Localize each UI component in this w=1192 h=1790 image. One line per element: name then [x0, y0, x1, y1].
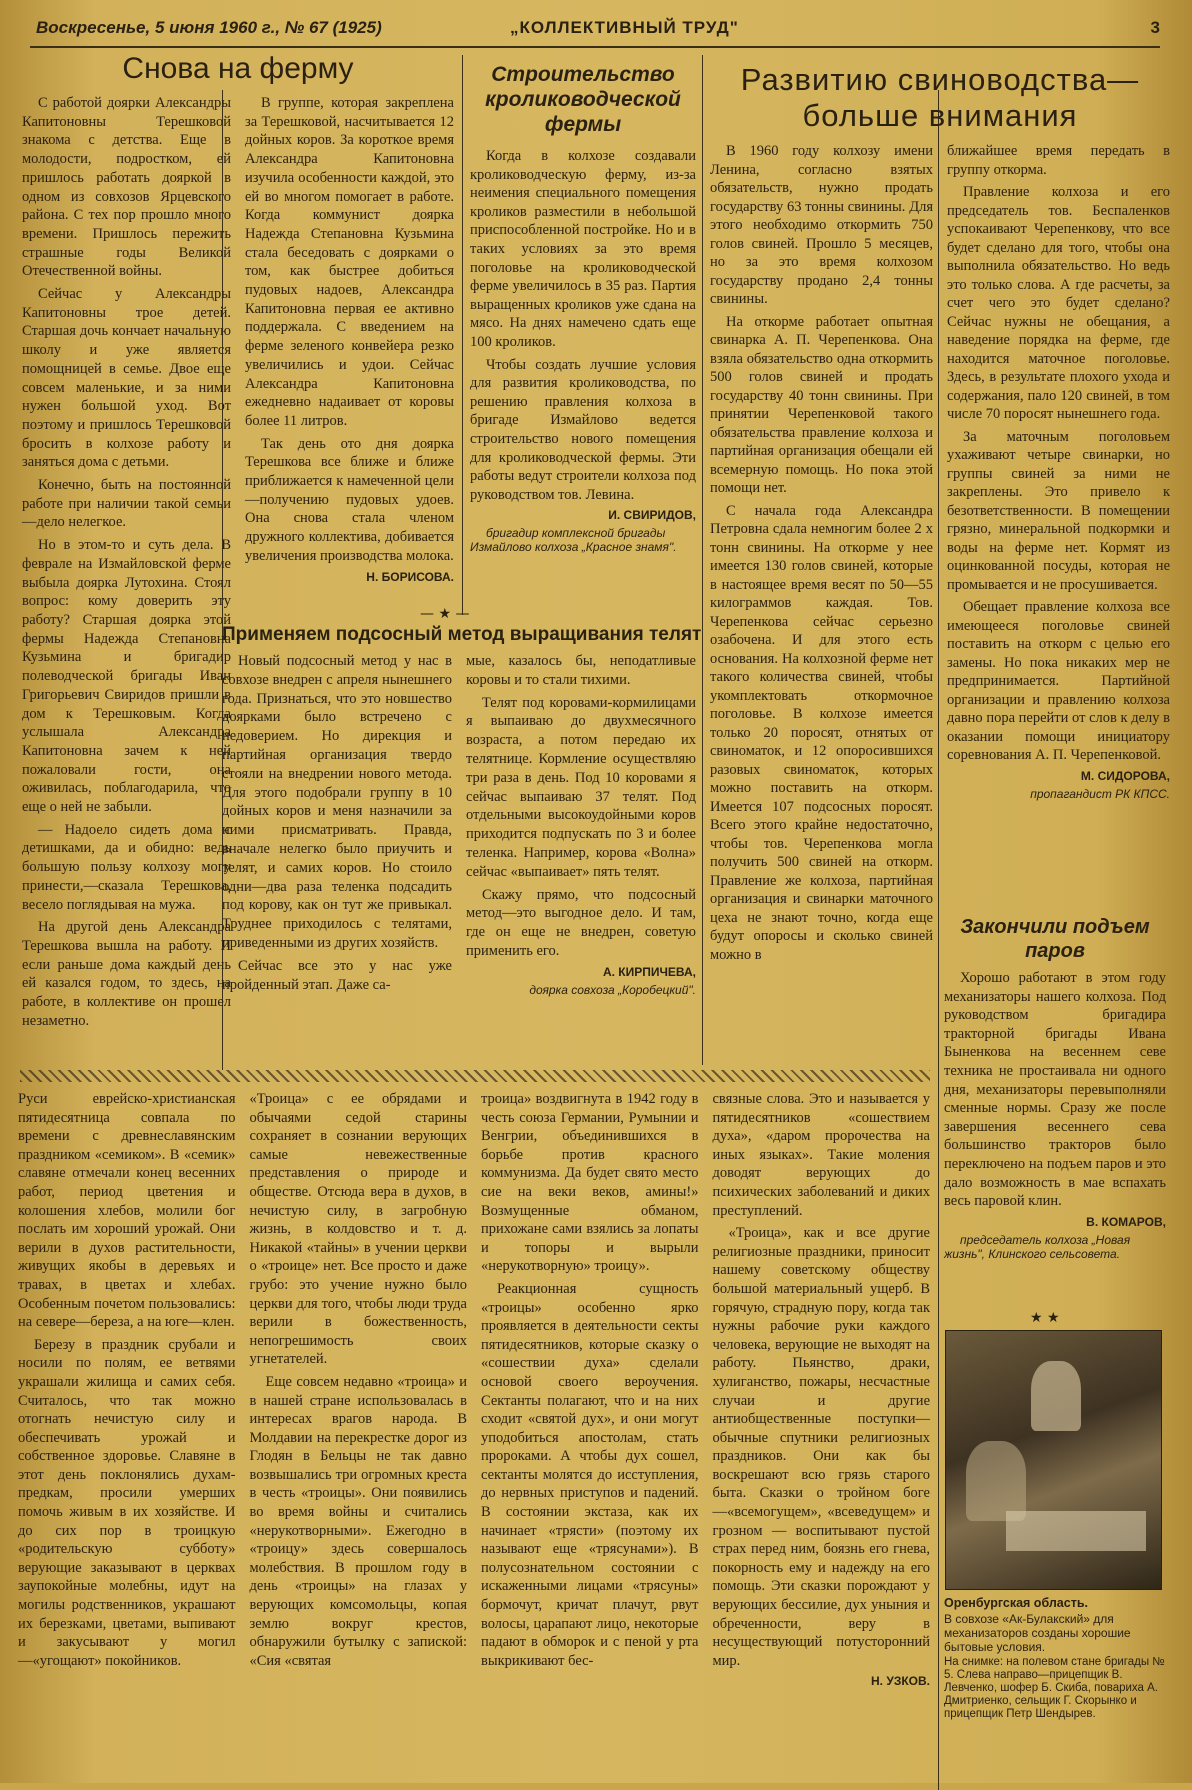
paragraph: «Троица», как и все другие религиозные праздники, приносит нашему советскому обществу большой материальный ущерб. В горячую, страдную пору, когда так нужны рабочие руки каждого человека, верующие не выходят на работу. Пьянство, драки, хулиганство, пожары, несчастные случаи и другие антиобщественные поступки—обычные спутники религиозных праздников. Они как бы воскрешают всю грязь старого быта. Сказки о тройном боге—«всемогущем», «всеведущем» и грозном — воспитывают пустой страх перед ним, боязнь его гнева, покорность ему и надежду на его помощь. Эти сказки порождают у верующих бессилие, дух уныния и обреченности, веру в несуществующий потусторонний мир. — [712, 1225, 930, 1669]
caption-title: Оренбургская область. — [944, 1596, 1088, 1610]
article-headline: Развитию свиноводства— больше внимания — [740, 62, 1140, 133]
paragraph: На откорме работает опытная свинарка А. П. Черепенкова. Она взяла обязательство одна откормить 500 голов свиней и продать государству 40 тонн свинины. При принятии Черепенковой такого обязательства правление колхоза и партийная организация обещали ей всемерную помощь. Но пока этой помощи нет. — [710, 313, 933, 496]
article-headline: Применяем подсосный метод выращивания телят — [222, 624, 702, 645]
photo-caption — [944, 1594, 1166, 1774]
article-podsosnyi-metod — [222, 624, 702, 1069]
caption-text: На снимке: на полевом стане бригады № 5. Слева направо—прицепщик В. Левченко, шофер Б. Скиба, повариха А. Дмитриенко, сельщик Г. Скорынко и прицепщик Петр Шендырев. — [944, 1656, 1165, 1720]
paragraph: За маточным поголовьем ухаживают четыре свинарки, но группы свиней за ними не закреплены. Это привело к безответственности. В помещении грязно, минеральной подкормки и воды на ферме нет. Кормят из оцинкованной посуды, которая не промывается и не просушивается. — [947, 428, 1170, 593]
author-signature: М. СИДОРОВА, — [1080, 768, 1170, 783]
paragraph: Когда в колхозе создавали кролиководческую ферму, из-за неимения специального помещения кроликов разместили в небольшой приспособленной постройке. Но и в таких условиях за это время поголовье на кролиководческой ферме увеличилось в 35 раз. Партия выращенных кроликов уже сдана на мясо. На днях намечено сдать еще 100 кроликов. — [470, 148, 696, 350]
article-column — [222, 652, 452, 1001]
paragraph: «Троица» с ее обрядами и обычаями седой старины сохраняет в сознании верующих самые невежественные представления о природе и обществе. Отсюда вера в духов, в нечистую силу, в загробную жизнь, в колдовство и т. д. Никакой «тайны» в учении церкви о «троице» нет. Все просто и даже грубо: это учение нужно было церкви для того, чтобы люди труда верили в божественность, непогрешимость своих угнетателей. — [249, 1091, 467, 1368]
newspaper-name: „КОЛЛЕКТИВНЫЙ ТРУД" — [510, 18, 739, 37]
author-signature: В. КОМАРОВ, — [1086, 1214, 1166, 1229]
caption-text: В совхозе «Ак-Булакский» для механизаторов созданы хорошие бытовые условия. — [944, 1612, 1131, 1654]
article-column — [250, 1090, 468, 1692]
article-headline: Закончили подъем паров — [960, 916, 1150, 962]
article-headline: Строительство кролиководческой фермы — [485, 63, 681, 136]
author-role: бригадир комплексной бригады Измайлово колхоза „Красное знамя". — [470, 526, 677, 555]
paragraph: троица» воздвигнута в 1942 году в честь союза Германии, Румынии и Венгрии, объединившихся в борьбе против красного коммунизма. Да будет свято место сие на веки веков, амины!» Возмущенные обманом, прихожане сами взялись за лопаты и топоры и вырыли «нерукотворную» троицу». — [481, 1091, 699, 1275]
author-role: доярка совхоза „Коробецкий". — [529, 982, 696, 997]
page-number: 3 — [1150, 18, 1160, 37]
ornament-divider: — ★ — — [420, 606, 470, 622]
photo-table — [1006, 1511, 1146, 1551]
paragraph: Обещает правление колхоза все имеющееся поголовье свиней поставить на откорм с целью его замены. Но пока никаких мер не предпринимается. Партийной организации и правлению колхоза давно пора перейти от слов к делу в оказании помощи инициатору соревнования А. П. Черепенковой. — [947, 599, 1170, 763]
author-role: председатель колхоза „Новая жизнь", Клинского сельсовета. — [944, 1232, 1131, 1261]
article-column — [470, 147, 696, 554]
paragraph: Сейчас у Александры Капитоновны трое детей. Старшая дочь кончает начальную школу и уже является помощницей в семье. Двое еще совсем маленькие, и за ними нужен большой уход. Вот поэтому и пришлось Терешковой бросить в колхозе работу и заняться дома с детьми. — [22, 286, 231, 471]
article-column — [466, 652, 696, 1001]
article-zakonchili-podem-parov — [944, 915, 1166, 1300]
article-column — [710, 142, 933, 968]
paragraph: Сейчас все это у нас уже пройденный этап. Даже са- — [222, 957, 452, 993]
article-column — [481, 1090, 699, 1692]
article-column — [22, 94, 231, 1034]
paragraph: Реакционная сущность «троицы» особенно ярко проявляется в деятельности секты пятидесятников, которые сказку о «сошествии духа» сделали основой своего вероучения. Сектанты полагают, что и на них сходит «святой дух», и они могут уподобиться апостолам, стать пророками. А чтобы дух сошел, сектанты молятся до исступления, до нервных приступов и падений. В состоянии экстаза, как их начинает «трясти» (поэтому их называют еще «трясунами»). В полусознательном состоянии с искаженными лицами «трясуны» бормочут, кричат плачут, рвут волосы, царапают лицо, некоторые падают в обморок и с пеной у рта выкрикивают бес- — [481, 1280, 699, 1669]
photo-person — [966, 1441, 1026, 1521]
paragraph: Руси еврейско-христианская пятидесятница совпала по времени с древнеславянским праздником «семиком». В «семик» славяне отмечали конец весенних работ, период цветения и колошения хлебов, молили бог послать им хороший урожай. Они верили в духов растительности, живущих якобы в деревьях и травах, в цветах и хлебах. Особенным почетом пользовались: на севере—береза, а на юге—клен. — [18, 1091, 236, 1331]
article-column — [944, 969, 1166, 1261]
author-signature: Н. БОРИСОВА. — [366, 569, 454, 584]
masthead — [30, 14, 1160, 48]
paragraph: Так день ото дня доярка Терешкова все ближе и ближе приближается к намеченной цели—получению пудовых удоев. Она снова стала членом дружного коллектива, добивается увеличения производства молока. — [245, 435, 454, 564]
paragraph: — Надоело сидеть дома с детишками, да и обидно: ведь большую пользу колхозу могу принести,—сказала Терешкова, весело поглядывая на мужа. — [22, 821, 231, 913]
author-signature: Н. УЗКОВ. — [871, 1674, 930, 1689]
author-signature: А. КИРПИЧЕВА, — [602, 964, 696, 979]
paragraph: Телят под коровами-кормилицами я выпаиваю до двухмесячного возраста, а потом передаю их телятнице. Кормление осуществляю три раза в день. Под 10 коровами я сейчас выпаиваю 37 телят. Под отдельными высокоудойными коров приходится подпускать по 3 и более теленка. Например, корова «Волна» сейчас «выпаивает» пять телят. — [466, 694, 696, 880]
article-troitsa — [18, 1090, 930, 1780]
paragraph: Березу в праздник срубали и носили по полям, ее ветвями украшали жилища и самих себя. Считалось, что так можно отогнать нечистую силу и обеспечивать урожай и собственное здоровье. Славяне в этот день поклонялись духам-предкам, просили умерших помочь живым в их хозяйстве. И до сих пор в троицкую «родительскую субботу» верующие заказывают в церквах заупокойные молебны, идут на могилы родственников, украшают их березками, цветами, выпивают и закусывают у могил—«угощают» покойников. — [18, 1336, 236, 1669]
column-divider — [462, 55, 463, 615]
paragraph: С работой доярки Александры Капитоновны Терешковой знакома с детства. Еще в молодости, подростком, ей пришлось работать дояркой в одном из совхозов Ярцевского района. С тех пор прошло много времени. Пришлось пережить страшные годы Великой Отечественной войны. — [22, 95, 231, 280]
paragraph: мые, казалось бы, неподатливые коровы и то стали тихими. — [466, 653, 696, 688]
paragraph: Но в этом-то и суть дела. В феврале на Измайловской ферме выбыла доярка Лутохина. Стоял вопрос: кому доверить эту работу? Старшая доярка этой фермы Надежда Степановна Кузьмина и бригадир полеводческой бригады Иван Григорьевич Свиридов пришли в дом к Терешковым. Когда услышала Александра Капитоновна зачем к ней пожаловали гости, она оживилась, поблагодарила, что еще о ней не забыли. — [22, 537, 231, 816]
paragraph: В 1960 году колхозу имени Ленина, согласно взятых обязательств, нужно продать государству 63 тонны свинины. Для этого необходимо откормить 750 голов свиней. Прошло 5 месяцев, но за это время колхозом государству продано 2,4 тонны свинины. — [710, 143, 933, 307]
article-column — [713, 1090, 931, 1692]
paragraph: Еще совсем недавно «троица» и в нашей стране использовалась в интересах врагов народа. В Молдавии на перекрестке дорог из Глодян в Бельцы не так давно возвышались три огромных креста в честь «троицы». Они появились во время войны и считались «нерукотворными». Ежегодно в «троицу» здесь совершалось молебствия. В прошлом году в день «троицы» на глазах у верующих комсомольцы, копая землю вокруг крестов, обнаружили бутылку с запиской: «Сия «святая — [249, 1373, 467, 1669]
paragraph: Чтобы создать лучшие условия для развития кролиководства, по решению правления колхоза в бригаде Измайлово ведется строительство нового помещения для кролиководческой фермы. Эти работы ведут строители колхоза под руководством тов. Левина. — [470, 356, 696, 503]
paragraph: Хорошо работают в этом году механизаторы нашего колхоза. Под руководством бригадира тракторной бригады Ивана Быненкова на весеннем севе техника не простаивала ни одного дня, механизаторы перевыполняли сменные нормы. Сразу же после завершения весеннего сева большинство тракторов было переключено на подъем паров и это дало возможность в мае вспахать весь паровой клин. — [944, 970, 1166, 1210]
paragraph: Новый подсосный метод у нас в совхозе внедрен с апреля нынешнего года. Признаться, что это новшество доярками было встречено с недоверием. Но дирекция и партийная организация твердо стояли на внедрении нового метода. Для этого подобрали группу в 10 дойных коров и меня назначили за ними присматривать. Правда, вначале нелегко было приучить и телят, и самих коров. Но стоило одни—два раза теленка подсадить под корову, как он тут же привыкал. Труднее приходилось с телятами, приведенными из других хозяйств. — [222, 653, 452, 951]
paragraph: С начала года Александра Петровна сдала немногим более 2 х тонн свинины. На откорме у нее имеется 130 голов свиней, которые в настоящее время весят по 50—55 килограммов каждая. Тов. Черепенкова сейчас серьезно озабочена. И для этого есть основания. На колхозной ферме нет такого количества свиней, чтобы укомплектовать откормочное поголовье. В колхозе имеется только 20 поросят, отнятых от свиноматок, и 12 опоросившихся разовых свиноматок, которых можно поставить на откорм. Имеется 107 подсосных поросят. Всего этого крайне недостаточно, чтобы тов. Черепенкова могла получить 500 свиней на откорм. Правление же колхоза, партийная организация и свинарки маточного цеха не знают точно, когда еще будут опоросы и сколько свиней можно в — [710, 502, 933, 963]
issue-date: Воскресенье, 5 июня 1960 г., № 67 (1925) — [36, 18, 382, 37]
author-signature: И. СВИРИДОВ, — [608, 508, 696, 523]
news-photo — [945, 1330, 1162, 1590]
column-divider — [702, 55, 703, 1065]
paragraph: Правление колхоза и его председатель тов. Беспаленков успокаивают Черепенкову, что все будет сделано для того, чтобы она выполнила обязательство. Но ведь это только слова. А где расчеты, за счет чего это будет сделано? Сейчас нужны не обещания, а наведение порядка на ферме, где находится маточное поголовье. Здесь, в результате плохого ухода и содержания, пало 120 свиней, в том числе 70 поросят нынешнего года. — [947, 184, 1170, 422]
paragraph: В группе, которая закреплена за Терешковой, насчитывается 12 дойных коров. За короткое время Александра Капитоновна изучила особенности каждой, это ей во многом помогает в работе. Когда коммунист доярка Надежда Степановна Кузьмина стала беседовать с доярками о том, как быстрее добиться пудовых надоев, Александра Капитоновна первая ее активно поддержала. С введением на ферме зеленого конвейера резко увеличились и удои. Сейчас Александра Капитоновна ежедневно надаивает от коровы более 11 литров. — [245, 95, 454, 429]
article-column — [18, 1090, 236, 1692]
paragraph: Конечно, быть на постоянной работе при наличии такой семьи—дело нелегкое. — [22, 477, 231, 531]
photo-person — [1031, 1361, 1081, 1431]
article-column — [947, 142, 1170, 968]
ornament-divider: ★ ★ — [1030, 1310, 1060, 1326]
paragraph: Скажу прямо, что подсосный метод—это выгодное дело. И там, где он еще не внедрен, советую применить его. — [466, 886, 696, 959]
article-headline: Снова на ферму — [122, 52, 354, 85]
author-role: пропагандист РК КПСС. — [1030, 786, 1170, 801]
paragraph: ближайшее время передать в группу откорма. — [947, 143, 1170, 178]
paragraph: На другой день Александра Терешкова вышла на работу. И если раньше дома каждый день ей казался годом, то здесь, на работе, в коллективе он прошел незаметно. — [22, 919, 231, 1029]
paragraph: связные слова. Это и называется у пятидесятников «сошествием духа», «даром пророчества на иных языках». Такие моления доводят верующих до психических заболеваний и диких преступлений. — [712, 1091, 930, 1219]
section-separator — [20, 1070, 930, 1082]
article-krolikovodstvo — [470, 62, 696, 617]
